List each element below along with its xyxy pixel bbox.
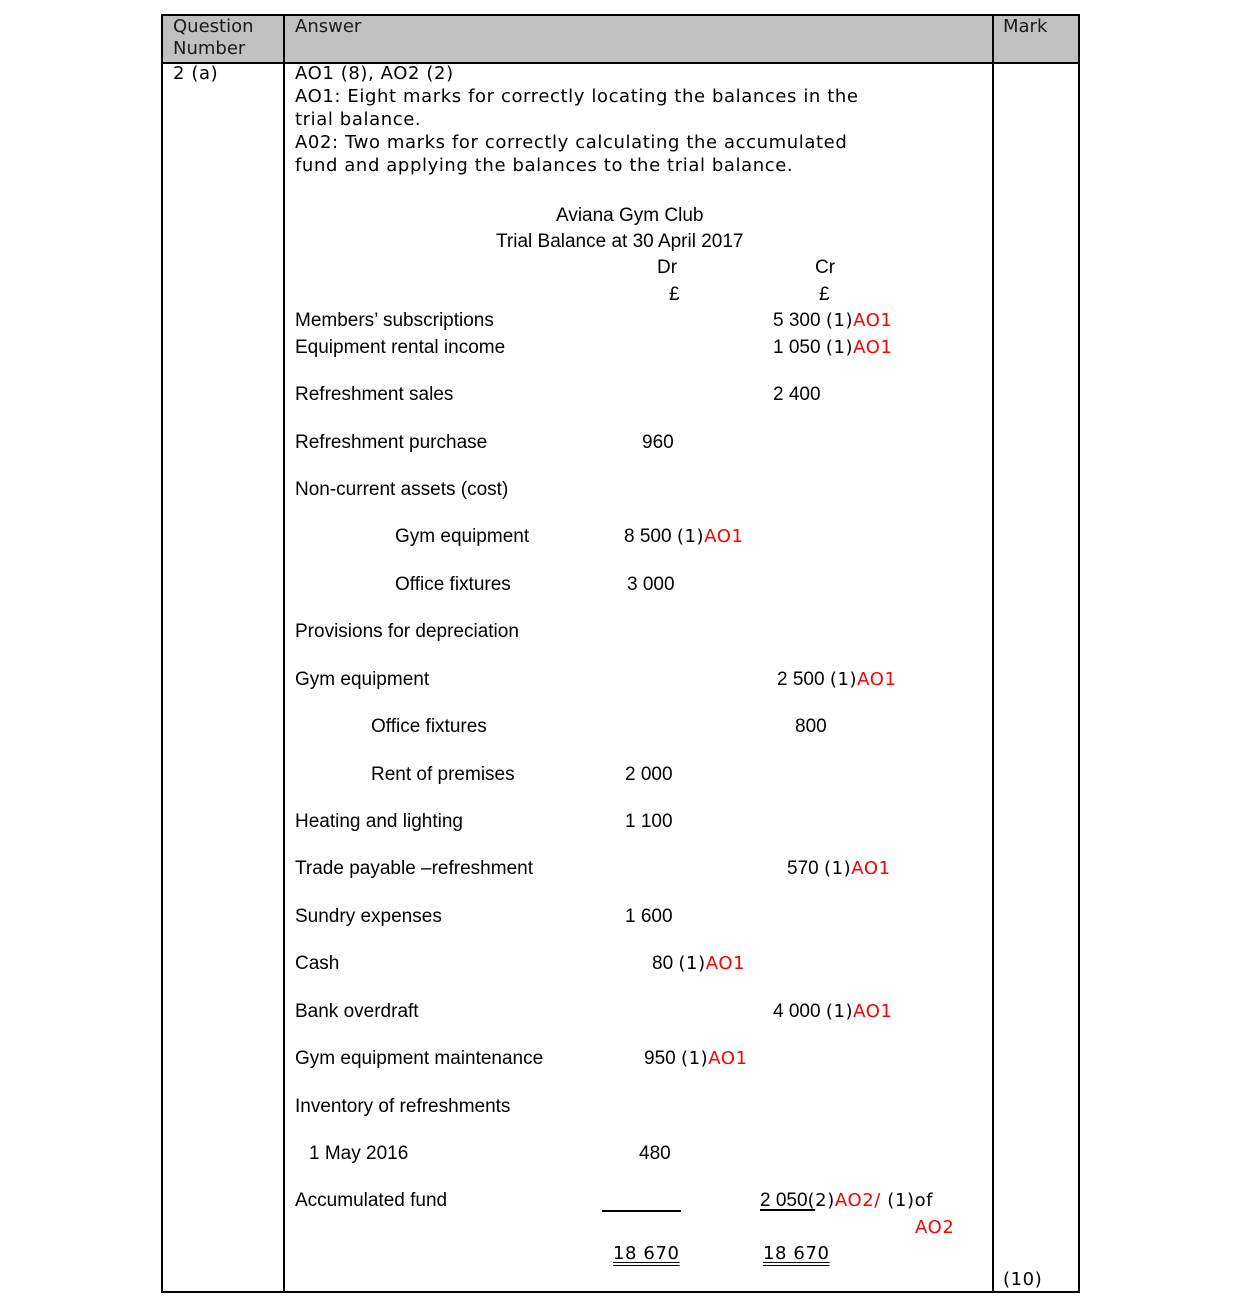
row-label-inventory-date: 1 May 2016 (309, 1143, 409, 1164)
header-question-label-line2: Number (173, 38, 246, 59)
total-dr: 18 670 (613, 1243, 680, 1264)
row-dr-gym-equipment-cost: 8 500 (1)AO1 (624, 526, 744, 547)
row-label-gym-equipment-depreciation: Gym equipment (295, 669, 430, 690)
row-label-refreshment-purchase: Refreshment purchase (295, 432, 488, 453)
cr-currency: £ (819, 284, 830, 305)
row-label-inventory-refreshments: Inventory of refreshments (295, 1096, 511, 1117)
row-dr-gym-equipment-maintenance: 950 (1)AO1 (644, 1048, 748, 1069)
row-dr-heating-lighting: 1 100 (625, 811, 673, 832)
ao2-description-line2: fund and applying the balances to the trial balance. (295, 155, 794, 176)
total-cr: 18 670 (763, 1243, 830, 1264)
row-label-accumulated-fund: Accumulated fund (295, 1190, 448, 1211)
row-dr-refreshment-purchase: 960 (642, 432, 674, 453)
row-label-gym-equipment-maintenance: Gym equipment maintenance (295, 1048, 544, 1069)
ao1-description-line2: trial balance. (295, 109, 422, 130)
row-label-cash: Cash (295, 953, 340, 974)
dr-currency: £ (669, 284, 680, 305)
column-divider-question (283, 16, 285, 1291)
row-cr-bank-overdraft: 4 000 (1)AO1 (773, 1001, 893, 1022)
row-cr-office-fixtures-depreciation: 800 (795, 716, 827, 737)
row-cr-accumulated-fund: 2 050(2)AO2/ (1)of (760, 1190, 934, 1211)
dr-subtotal-rule (602, 1210, 681, 1212)
row-dr-cash: 80 (1)AO1 (652, 953, 746, 974)
row-label-heating-lighting: Heating and lighting (295, 811, 463, 832)
row-label-non-current-assets: Non-current assets (cost) (295, 479, 509, 500)
header-mark-label: Mark (1003, 16, 1048, 37)
row-label-bank-overdraft: Bank overdraft (295, 1001, 419, 1022)
row-dr-sundry-expenses: 1 600 (625, 906, 673, 927)
question-number: 2 (a) (173, 63, 219, 84)
row-label-provisions-depreciation: Provisions for depreciation (295, 621, 519, 642)
row-label-trade-payable: Trade payable –refreshment (295, 858, 533, 879)
cr-column-label: Cr (815, 257, 836, 278)
row-label-gym-equipment-cost: Gym equipment (395, 526, 530, 547)
header-question-label-line1: Question (173, 16, 254, 37)
row-cr-members-subscriptions: 5 300 (1)AO1 (773, 310, 893, 331)
row-label-equipment-rental-income: Equipment rental income (295, 337, 506, 358)
row-dr-inventory: 480 (639, 1143, 671, 1164)
ao-summary: AO1 (8), AO2 (2) (295, 63, 454, 84)
mark-total: (10) (1003, 1269, 1043, 1290)
ao2-description-line1: A02: Two marks for correctly calculating the accumulated (295, 132, 848, 153)
row-label-office-fixtures-cost: Office fixtures (395, 574, 511, 595)
row-dr-office-fixtures-cost: 3 000 (627, 574, 675, 595)
row-label-members-subscriptions: Members’ subscriptions (295, 310, 494, 331)
row-cr-trade-payable: 570 (1)AO1 (787, 858, 891, 879)
row-cr-gym-equipment-depreciation: 2 500 (1)AO1 (777, 669, 897, 690)
trial-balance-title: Aviana Gym Club (556, 205, 704, 226)
header-answer-label: Answer (295, 16, 362, 37)
dr-column-label: Dr (657, 257, 678, 278)
row-cr-equipment-rental-income: 1 050 (1)AO1 (773, 337, 893, 358)
trial-balance-subtitle: Trial Balance at 30 April 2017 (496, 231, 744, 252)
row-label-sundry-expenses: Sundry expenses (295, 906, 442, 927)
row-label-office-fixtures-depreciation: Office fixtures (371, 716, 487, 737)
row-label-rent-of-premises: Rent of premises (371, 764, 515, 785)
row-dr-rent-of-premises: 2 000 (625, 764, 673, 785)
column-divider-mark (992, 16, 994, 1291)
row-cr-refreshment-sales: 2 400 (773, 384, 821, 405)
row-label-refreshment-sales: Refreshment sales (295, 384, 454, 405)
accumulated-fund-ao2-continuation: AO2 (915, 1217, 955, 1238)
ao1-description-line1: AO1: Eight marks for correctly locating the balances in the (295, 86, 859, 107)
